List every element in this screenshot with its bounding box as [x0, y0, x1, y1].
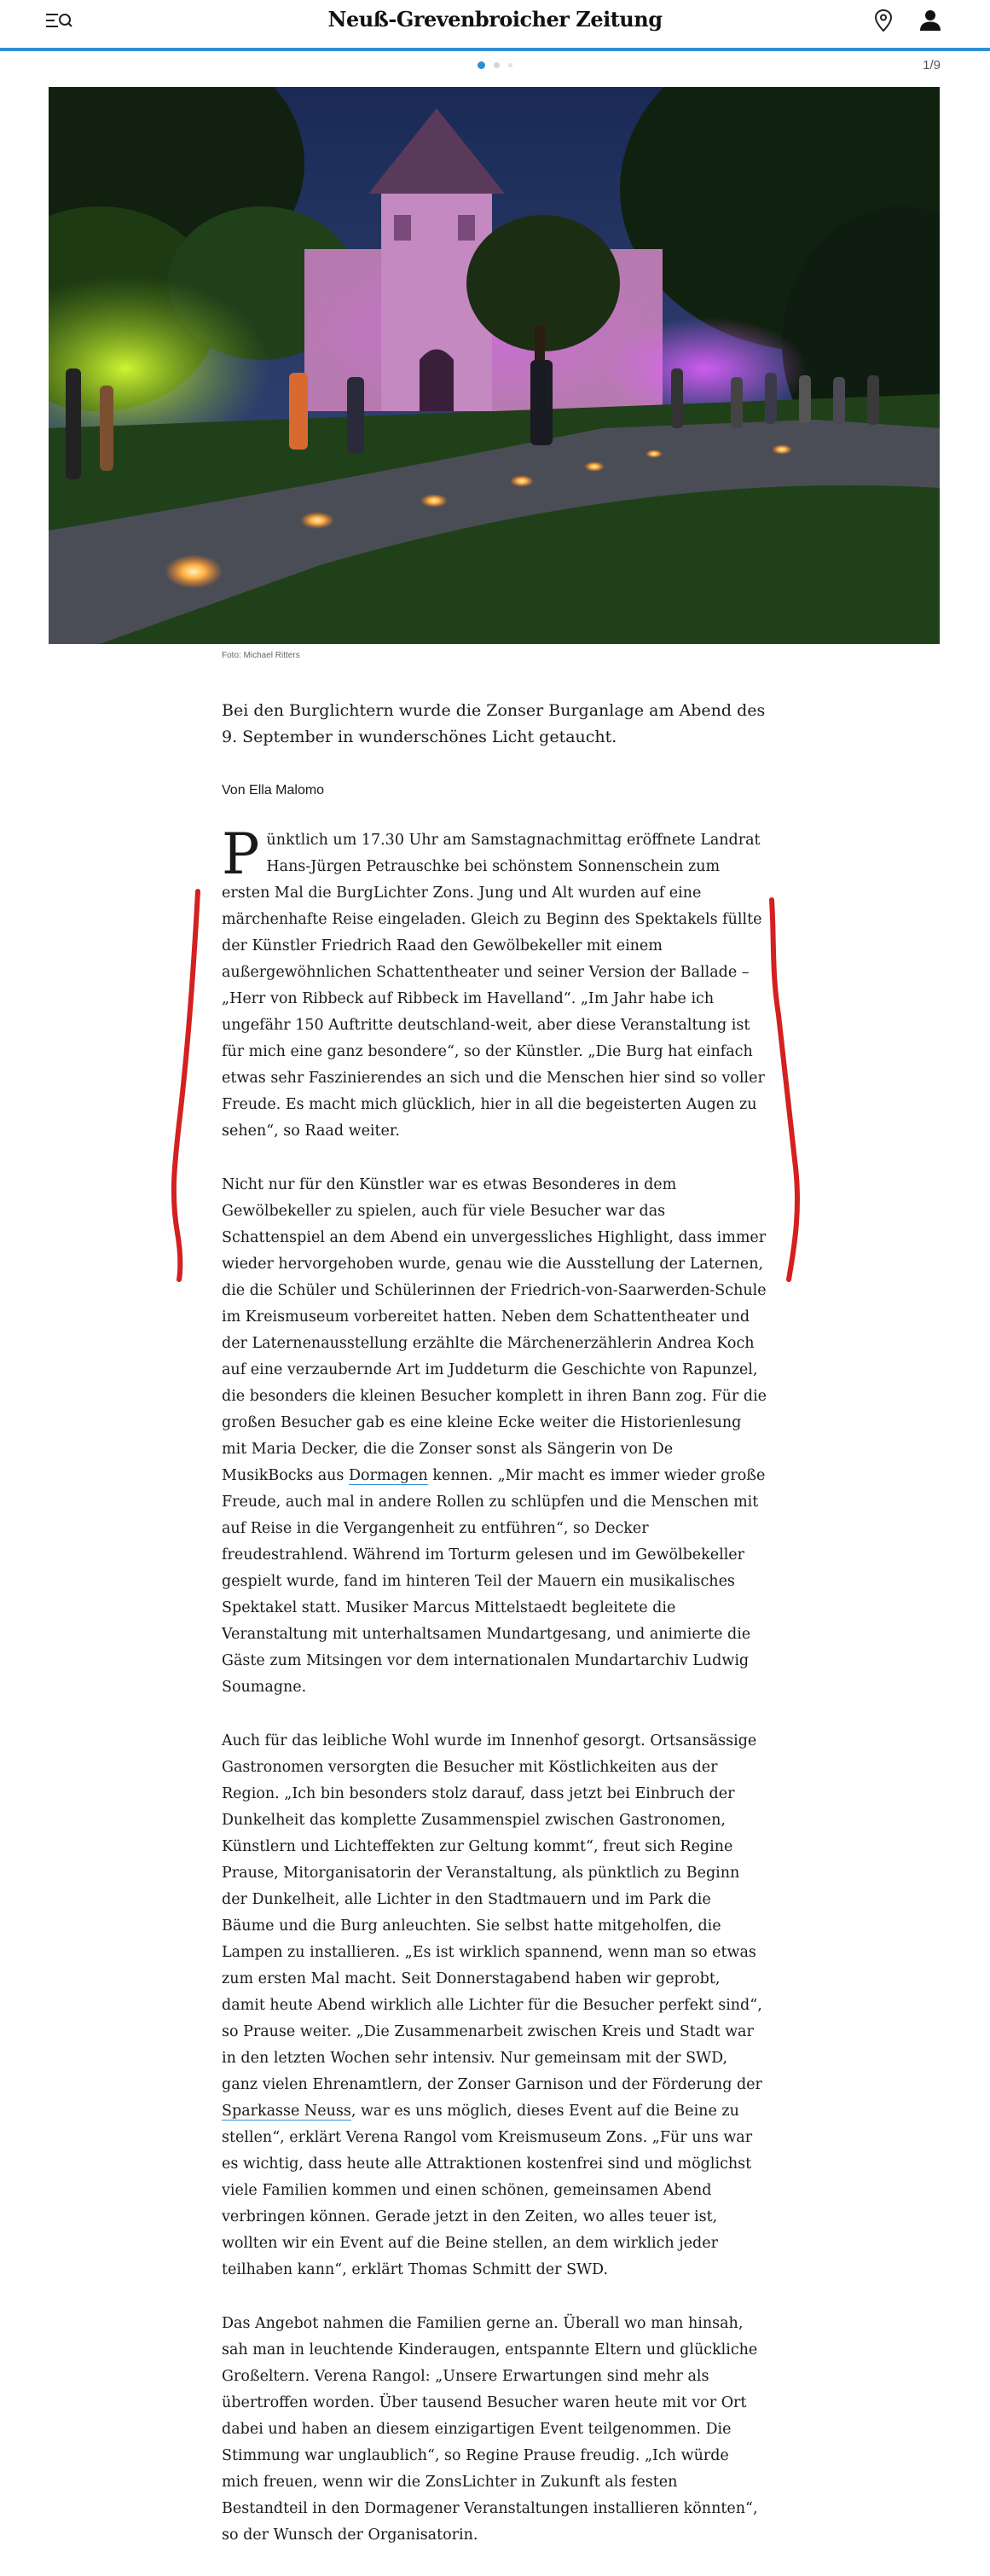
gallery-photo[interactable] — [49, 87, 940, 644]
article-author: Von Ella Malomo — [222, 783, 325, 798]
location-pin-icon — [873, 9, 894, 32]
gallery-counter: 1/9 — [923, 58, 941, 73]
paragraph-1-text: ünktlich um 17.30 Uhr am Samstagnachmittag eröffnete Landrat Hans-Jürgen Petrauschke bei schönstem Sonnenschein zum ersten Mal die BurgLichter Zons. Jung und Alt wurden auf eine märchenhafte Reise eingeladen. Gleich zu Beginn des Spektakels füllte der Künstler Friedrich Raad den Gewölbekeller mit einem außergewöhnlichen Schattentheater und seiner Version der Ballade – „Herr von Ribbeck auf Ribbeck im Havelland“. „Im Jahr habe ich ungefähr 150 Auftritte deutschland-weit, aber diese Veranstaltung ist für mich eine ganz besondere“, so der Künstler. „Die Burg hat einfach etwas sehr Faszinierendes an sich und die Menschen hier sind so voller Freude. Es macht mich glücklich, hier in all die begeisterten Augen zu sehen“, so Raad weiter. — [222, 832, 765, 1140]
article-paragraph-3 — [222, 1728, 767, 2283]
gallery-dot-1[interactable] — [478, 61, 485, 69]
article-lead: Bei den Burglichtern wurde die Zonser Burganlage am Abend des 9. September in wunderschönes Licht getaucht. — [222, 701, 766, 746]
article-paragraph-4 — [222, 2311, 767, 2549]
castle-night-photo — [49, 87, 940, 644]
user-icon — [918, 9, 943, 32]
site-logo[interactable]: Neuß-Grevenbroicher Zeitung — [327, 7, 663, 32]
paragraph-3-text-b: , war es uns möglich, dieses Event auf die Beine zu stellen“, erklärt Verena Rangol vom Kreismuseum Zons. „Für uns war es wichtig, dass heute alle Attraktionen kostenfrei sind und möglichst viele Familien kommen und einen schönen, gemeinsamen Abend verbringen können. Gerade jetzt in den Zeiten, wo alles teuer ist, wollten wir ein Event auf die Beine stellen, an dem wirklich jeder teilhaben kann“, erklärt Thomas Schmitt der SWD. — [222, 2103, 753, 2278]
photo-credit: Foto: Michael Ritters — [222, 651, 300, 660]
drop-cap: P — [222, 821, 260, 887]
gallery-dot-2[interactable] — [494, 62, 500, 68]
gallery-dot-3[interactable] — [508, 63, 512, 67]
article-body — [222, 821, 767, 2576]
gallery-pagination — [0, 61, 990, 69]
link-dormagen[interactable]: Dormagen — [348, 1467, 428, 1484]
link-sparkasse-neuss[interactable]: Sparkasse Neuss — [222, 2103, 351, 2120]
location-button[interactable] — [873, 9, 897, 34]
article-paragraph-2 — [222, 1172, 767, 1701]
paragraph-3-text-a: Auch für das leibliche Wohl wurde im Innenhof gesorgt. Ortsansässige Gastronomen versorgten die Besucher mit Köstlichkeiten aus der Region. „Ich bin besonders stolz darauf, dass jetzt bei Einbruch der Dunkelheit das komplette Zusammenspiel zwischen Gastronomen, Künstlern und Lichteffekten zur Geltung kommt“, freut sich Regine Prause, Mitorganisatorin der Veranstaltung, als pünktlich zu Beginn der Dunkelheit, alle Lichter in den Stadtmauern und im Park die Bäume und die Burg anleuchten. Sie selbst hatte mitgeholfen, die Lampen zu installieren. „Es ist wirklich spannend, wenn man so etwas zum ersten Mal macht. Seit Donnerstagabend haben wir geprobt, damit heute Abend wirklich alle Lichter für die Besucher perfekt sind“, so Prause weiter. „Die Zusammenarbeit zwischen Kreis und Stadt war in den letzten Wochen sehr intensiv. Nur gemeinsam mit der SWD, ganz vielen Ehrenamtlern, der Zonser Garnison und der Förderung der — [222, 1732, 762, 2093]
paragraph-4-text: Das Angebot nahmen die Familien gerne an. Überall wo man hinsah, sah man in leuchtende Kinderaugen, entspannte Eltern und glückliche Großeltern. Verena Rangol: „Unsere Erwartungen sind mehr als übertroffen worden. Über tausend Besucher waren heute mit vor Ort dabei und haben an diesem einzigartigen Event teilgenommen. Die Stimmung war unglaublich“, so Regine Prause freudig. „Ich würde mich freuen, wenn wir die ZonsLichter in Zukunft als festen Bestandteil in den Dormagener Veranstaltungen installieren könnten“, so der Wunsch der Organisatorin. — [222, 2315, 758, 2544]
paragraph-2-text-a: Nicht nur für den Künstler war es etwas Besonderes in dem Gewölbekeller zu spielen, auch für viele Besucher war das Schattenspiel an dem Abend ein unvergessliches Highlight, dass immer wieder hervorgehoben wurde, genau wie die Ausstellung der Laternen, die die Schüler und Schülerinnen der Friedrich-von-Saarwerden-Schule im Kreismuseum vorbereitet hatten. Neben dem Schattentheater und der Laternenausstellung erzählte die Märchenerzählerin Andrea Koch auf eine verzaubernde Art im Juddeturm die Geschichte von Rapunzel, die besonders die kleinen Besucher komplett in ihren Bann zog. Für die großen Besucher gab es eine kleine Ecke weiter die Historienlesung mit Maria Decker, die die Zonser sonst als Sängerin von De MusikBocks aus — [222, 1176, 767, 1484]
article-paragraph-1 — [222, 821, 767, 1145]
site-header — [0, 0, 990, 51]
account-button[interactable] — [918, 9, 947, 36]
paragraph-2-text-b: kennen. „Mir macht es immer wieder große Freude, auch mal in andere Rollen zu schlüpfen und die Menschen mit auf Reise in die Vergangenheit zu entführen“, so Decker freudestrahlend. Während im Torturm gelesen und im Gewölbekeller gespielt wurde, fand im hinteren Teil der Mauern ein musikalisches Spektakel statt. Musiker Marcus Mittelstaedt begleitete die Veranstaltung mit unterhaltsamen Mundartgesang, und animierte die Gäste zum Mitsingen vor dem internationalen Mundartarchiv Ludwig Soumagne. — [222, 1467, 766, 1696]
